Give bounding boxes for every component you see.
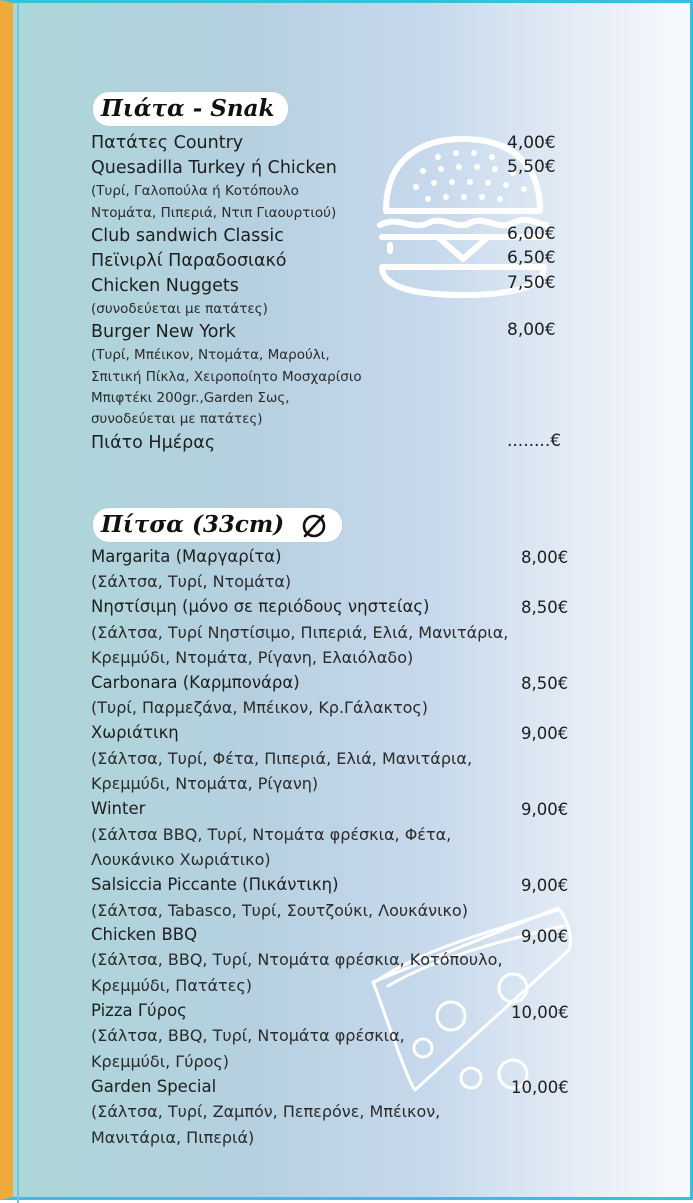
menu-item-desc: (Σάλτσα, BBQ, Τυρί, Ντομάτα φρέσκια,	[91, 1026, 405, 1045]
menu-item-desc: Σπιτική Πίκλα, Χειροποίητο Μοσχαρίσιο	[91, 369, 362, 385]
section-title-snack	[93, 92, 288, 126]
menu-item-price: 8,00€	[507, 320, 556, 340]
menu-item-desc: (Σάλτσα, Τυρί, Ντομάτα)	[91, 572, 292, 591]
menu-item-desc: (Σάλτσα BBQ, Τυρί, Ντομάτα φρέσκια, Φέτα,	[91, 825, 452, 844]
menu-item-price: 9,00€	[521, 927, 569, 946]
menu-item-desc: (Σάλτσα, Τυρί, Ζαμπόν, Πεπερόνε, Μπέικον,	[91, 1102, 441, 1121]
menu-item-desc: Κρεμμύδι, Γύρος)	[91, 1052, 230, 1071]
menu-item-name: Χωριάτικη	[91, 723, 179, 742]
menu-item-name: Winter	[91, 799, 146, 818]
menu-item-price: 4,00€	[507, 133, 556, 153]
menu-item-price: 9,00€	[521, 876, 569, 895]
menu-item-price: 8,50€	[521, 674, 569, 693]
menu-item-price: 7,50€	[507, 273, 556, 293]
menu-item-price: 9,00€	[521, 800, 569, 819]
menu-item-desc: συνοδεύεται με πατάτες)	[91, 411, 263, 427]
menu-item-name: Chicken Nuggets	[91, 276, 239, 296]
menu-item-desc: (Σάλτσα, BBQ, Τυρί, Ντομάτα φρέσκια, Κοτόπουλο,	[91, 950, 503, 969]
menu-item-desc: Μανιτάρια, Πιπεριά)	[91, 1128, 255, 1147]
menu-item-desc: Κρεμμύδι, Ντομάτα, Ρίγανη, Ελαιόλαδο)	[91, 648, 414, 667]
section-title-pizza-text: Πίτσα (33cm)	[101, 511, 285, 538]
menu-item-price: 10,00€	[511, 1003, 569, 1022]
menu-item-name: Club sandwich Classic	[91, 226, 284, 246]
menu-item-price: 10,00€	[511, 1078, 569, 1097]
menu-item-desc: (Τυρί, Μπέικον, Ντομάτα, Μαρούλι,	[91, 347, 330, 363]
menu-item-name: Quesadilla Turkey ή Chicken	[91, 158, 337, 178]
menu-item-name: Chicken BBQ	[91, 925, 198, 944]
menu-item-price: 6,50€	[507, 248, 556, 268]
menu-item-name: Garden Special	[91, 1077, 217, 1096]
menu-item-name: Pizza Γύρος	[91, 1001, 187, 1020]
menu-item-name: Πεϊνιρλί Παραδοσιακό	[91, 251, 287, 271]
menu-item-desc: (Τυρί, Γαλοπούλα ή Κοτόπουλο	[91, 183, 299, 199]
menu-item-name: Carbonara (Καρμπονάρα)	[91, 673, 300, 692]
menu-item-desc: Κρεμμύδι, Ντομάτα, Ρίγανη)	[91, 774, 319, 793]
menu-item-price: 6,00€	[507, 224, 556, 244]
menu-item-price: 5,50€	[507, 157, 556, 177]
diameter-icon	[300, 512, 328, 540]
frame-line	[17, 3, 19, 1203]
menu-item-price: ........€	[507, 431, 562, 451]
menu-item-name: Burger New York	[91, 322, 236, 342]
menu-item-desc: Μπιφτέκι 200gr.,Garden Σως,	[91, 390, 290, 406]
menu-item-desc: Κρεμμύδι, Πατάτες)	[91, 976, 252, 995]
section-title-snack-text: Πιάτα - Snak	[101, 95, 275, 122]
menu-item-desc: (Σάλτσα, Tabasco, Τυρί, Σουτζούκι, Λουκάνικο)	[91, 901, 468, 920]
menu-item-desc: Λουκάνικο Χωριάτικο)	[91, 850, 271, 869]
menu-item-name: Πατάτες Country	[91, 133, 244, 153]
menu-item-desc: Ντομάτα, Πιπεριά, Ντιπ Γιαουρτιού)	[91, 205, 337, 221]
menu-item-price: 8,50€	[521, 598, 569, 617]
menu-item-price: 9,00€	[521, 724, 569, 743]
menu-item-name: Salsiccia Piccante (Πικάντικη)	[91, 875, 339, 894]
section-title-pizza	[93, 508, 342, 542]
menu-item-desc: (συνοδεύεται με πατάτες)	[91, 301, 268, 317]
menu-item-price: 8,00€	[521, 548, 569, 567]
menu-item-desc: (Σάλτσα, Τυρί Νηστίσιμο, Πιπεριά, Ελιά, Μανιτάρια,	[91, 623, 509, 642]
menu-item-name: Νηστίσιμη (μόνο σε περιόδους νηστείας)	[91, 597, 430, 616]
menu-item-name: Margarita (Μαργαρίτα)	[91, 547, 282, 566]
menu-item-desc: (Τυρί, Παρμεζάνα, Μπέικον, Κρ.Γάλακτος)	[91, 698, 429, 717]
menu-item-desc: (Σάλτσα, Τυρί, Φέτα, Πιπεριά, Ελιά, Μανιτάρια,	[91, 749, 473, 768]
menu-item-name: Πιάτο Ημέρας	[91, 433, 216, 453]
